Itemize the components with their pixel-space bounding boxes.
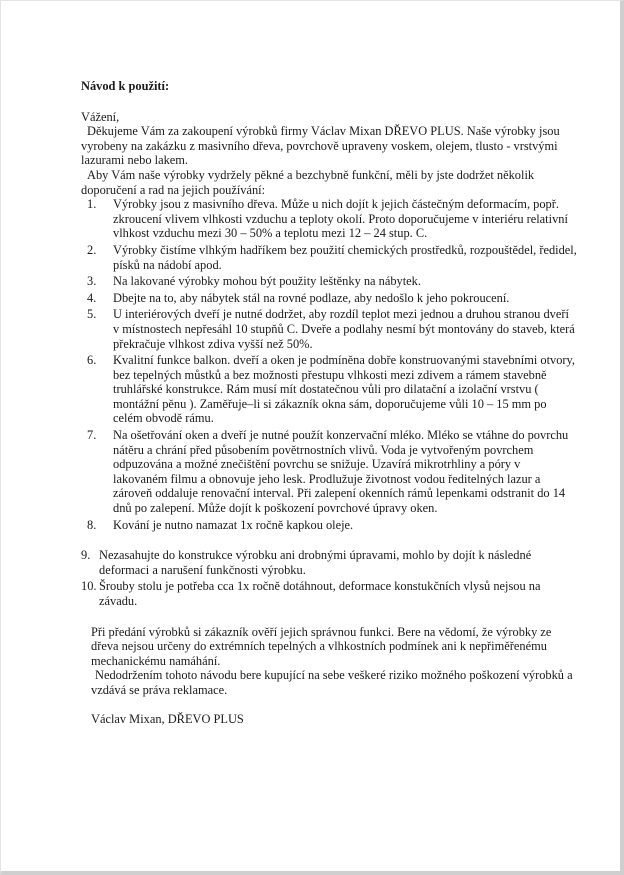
list-item [87,291,577,306]
list-item-number: 2. [87,242,97,257]
list-item-text: Dbejte na to, aby nábytek stál na rovné podlaze, aby nedošlo k jeho pokroucení. [113,290,510,305]
list-item-text: Nezasahujte do konstrukce výrobku ani drobnými úpravami, mohlo by dojít k následné deformaci a narušení funkčnosti výrobku. [99,548,532,577]
list-item-number: 1. [87,197,97,212]
list-item-text: Výrobky čistíme vlhkým hadříkem bez použití chemických prostředků, rozpouštědel, ředidel, písků na nádobí apod. [113,242,577,272]
document-body [81,79,577,726]
instructions-list-continued [81,548,577,608]
intro-paragraph-2: Aby Vám naše výrobky vydržely pěkné a bezchybně funkční, měli by jste dodržet několik doporučení a rad na jejich používání: [81,167,535,197]
list-item-text: Šrouby stolu je potřeba cca 1x ročně dotáhnout, deformace konstukčních vlysů nejsou na závadu. [99,579,541,608]
list-item-number: 4. [87,290,97,305]
list-item [81,548,577,577]
intro-paragraph-1: Děkujeme Vám za zakoupení výrobků firmy Václav Mixan DŘEVO PLUS. Naše výrobky jsou vyrobeny na zakázku z masivního dřeva, povrchově upraveny voskem, olejem, tlusto - vrstvými lazurami nebo lakem. [81,124,560,168]
closing-paragraph-1: Při předání výrobků si zákazník ověří jejich správnou funkci. Bere na vědomí, že výrobky ze dřeva nejsou určeny do extrémních tepelných a vlhkostních podmínek ani k nepřiměřenému mechanickému namáhání. [91,624,552,668]
list-item-text: Na ošetřování oken a dveří je nutné použít konzervační mléko. Mléko se vtáhne do povrchu nátěru a chrání před působením povětrnostních vlivů. Voda je vytvořeným povrchem odpuzována a možné znečištění povrchu se snižuje. Uzavírá mikrotrhliny a póry v lakovaném filmu a obnovuje jeho lesk. Prodlužuje životnost vodou ředitelných lazur a zároveň oddaluje renovační interval. Při zalepení okenních rámů lepenkami odstranit do 14 dnů po zalepení. Může dojít k poškození povrchové úpravy oken. [113,428,569,516]
list-item-number: 3. [87,274,97,289]
list-item-text: U interiérových dveří je nutné dodržet, aby rozdíl teplot mezi jednou a druhou stranou dveří v místnostech nepřesáhl 10 stupňů C. Dveře a podlahy nesmí být montovány do staveb, která překračuje vlhkost zdiva vyšší než 50%. [113,307,575,351]
list-item [87,353,577,426]
list-item [81,579,577,608]
closing-paragraph-2: Nedodržením tohoto návodu bere kupující na sebe veškeré riziko možného poškození výrobků a vzdává se práva reklamace. [91,668,573,697]
list-item-text: Na lakované výrobky mohou být použity leštěnky na nábytek. [113,274,421,289]
greeting: Vážení, [81,109,120,124]
list-item-number: 10. [81,579,97,594]
list-item-text: Kvalitní funkce balkon. dveří a oken je podmíněna dobře konstruovanými stavebními otvory, bez tepelných můstků a bez možnosti přestupu vlhkosti mezi zdivem a rámem stavebně truhlářské konstrukce. Rám musí mít dostatečnou vůli pro dilatační a izolační vrstvu ( montážní pěnu ). Zaměřuje–li si zákazník okna sám, doporučujeme vůli 10 – 15 mm po celém obvodě rámu. [113,353,576,426]
list-item-number: 9. [81,548,91,563]
instructions-list [81,197,577,532]
list-item [87,197,577,241]
list-item [87,274,577,289]
list-item [87,243,577,272]
list-item-number: 7. [87,428,97,443]
list-item-number: 8. [87,517,97,532]
list-item-text: Kování je nutno namazat 1x ročně kapkou oleje. [113,517,354,532]
list-item [87,428,577,516]
list-item-text: Výrobky jsou z masivního dřeva. Může u nich dojít k jejich částečným deformacím, popř. zkroucení vlivem vlhkosti vzduchu a teploty okolí. Proto doporučujeme v interiéru relativní vlhkost vzduchu mezi 30 – 50% a teplotu mezi 12 – 24 stup. C. [113,197,568,241]
document-title: Návod k použití: [81,79,170,93]
list-item-number: 6. [87,353,97,368]
list-item [87,307,577,351]
signature: Václav Mixan, DŘEVO PLUS [91,711,244,726]
list-item-number: 5. [87,307,97,322]
list-item [87,518,577,533]
